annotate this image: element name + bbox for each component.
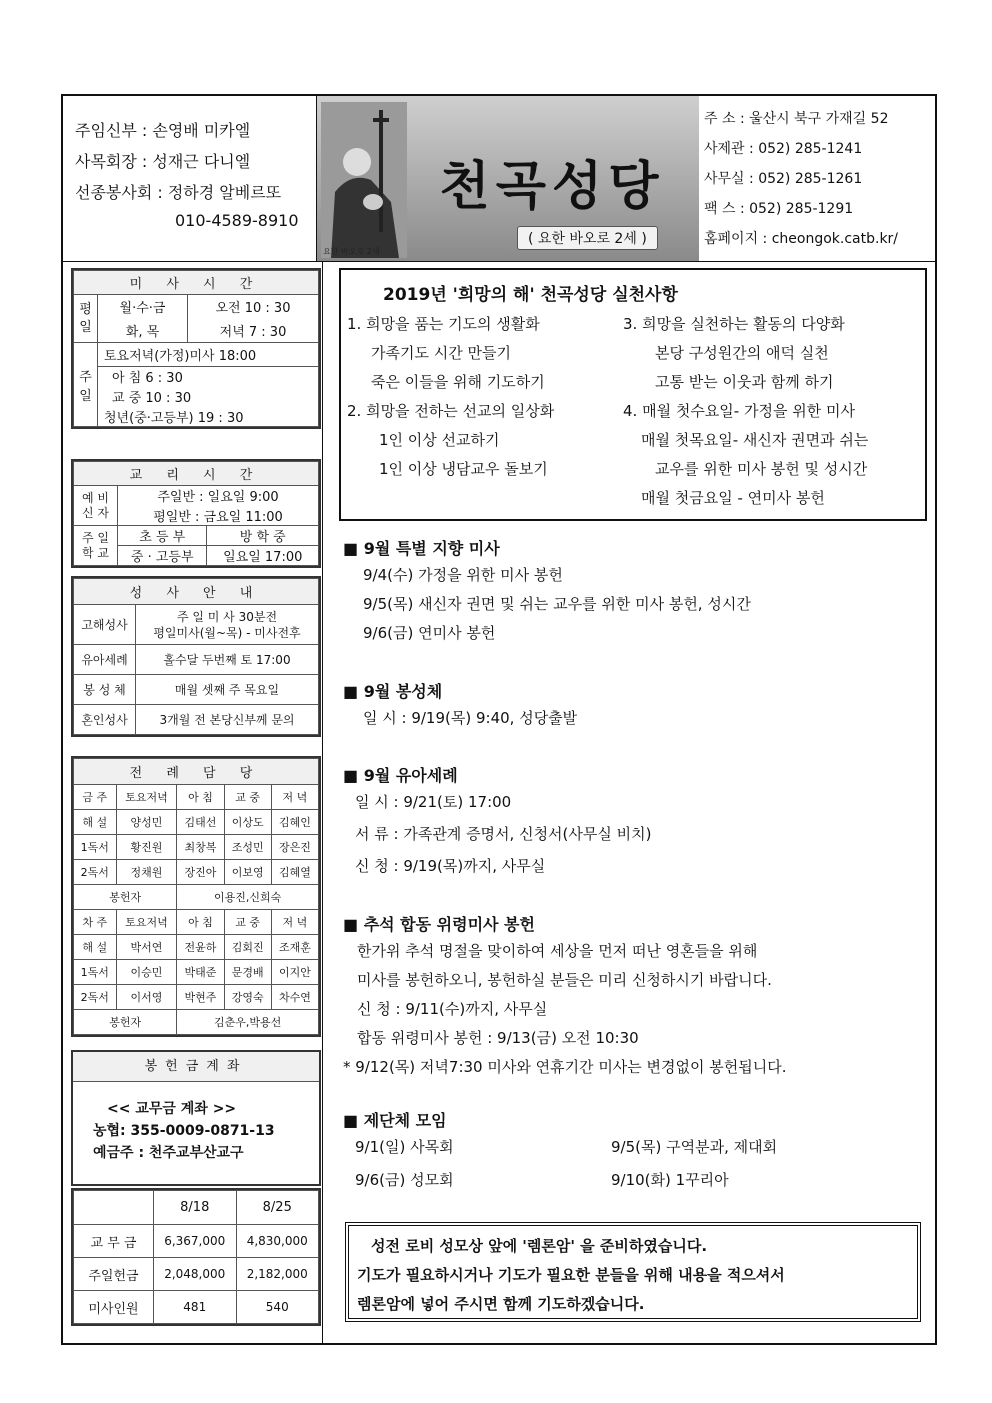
table-cell: 김혜인: [271, 810, 318, 835]
notice-box: [345, 1222, 921, 1322]
table-cell: 미사인원: [74, 1291, 154, 1324]
list-item: 신 청 : 9/11(수)까지, 사무실: [357, 1000, 548, 1018]
pastor: 주임신부 : 손영배 미카엘: [75, 121, 251, 140]
table-cell: 주일헌금: [74, 1258, 154, 1291]
marriage-label: 혼인성사: [74, 705, 136, 735]
table-cell: 이보영: [224, 860, 271, 885]
table-cell: 전윤하: [177, 935, 224, 960]
table-cell: 540: [236, 1291, 319, 1324]
practice-item: 매월 첫목요일- 새신자 권면과 쉬는: [641, 431, 869, 449]
table-cell: 이서영: [116, 985, 177, 1010]
weekday-time-1: 오전 10 : 30: [188, 295, 319, 319]
list-item: 9/5(목) 새신자 권면 및 쉬는 교우를 위한 미사 봉헌, 성시간: [363, 595, 751, 613]
table-cell: 2독서: [74, 860, 117, 885]
offerer-label: 봉헌자: [74, 1010, 177, 1035]
practice-item: 고통 받는 이웃과 함께 하기: [655, 373, 834, 391]
practice-box: [339, 268, 927, 521]
notice-line: 기도가 필요하시거나 기도가 필요한 분들을 위해 내용을 적으셔서: [357, 1266, 785, 1284]
practice-item: 3. 희망을 실천하는 활동의 다양화: [623, 315, 845, 333]
table-cell: 2독서: [74, 985, 117, 1010]
table-cell: 김태선: [177, 810, 224, 835]
table-row: [74, 1225, 319, 1258]
list-item: 9/6(금) 연미사 봉헌: [363, 624, 496, 642]
account-holder: 예금주 : 천주교부산교구: [93, 1145, 244, 1161]
table-cell: 강영숙: [224, 985, 271, 1010]
rectory-phone: 사제관 : 052) 285-1241: [704, 141, 863, 157]
table-cell: 박현주: [177, 985, 224, 1010]
table-cell: 교 중: [224, 785, 271, 810]
saturday-evening-mass: 토요저녁(가정)미사 18:00: [98, 343, 319, 367]
communion-section: [343, 679, 933, 736]
offerer-names: 이용진,신희숙: [177, 885, 319, 910]
table-cell: 김회진: [224, 935, 271, 960]
section-title: ■ 제단체 모임: [343, 1111, 447, 1130]
table-row: [74, 960, 319, 985]
list-item: 9/1(일) 사목회: [355, 1138, 454, 1156]
table-cell: 김혜열: [271, 860, 318, 885]
table-cell: 6,367,000: [154, 1225, 237, 1258]
table-cell: 교 무 금: [74, 1225, 154, 1258]
list-item: 합동 위령미사 봉헌 : 9/13(금) 오전 10:30: [357, 1029, 639, 1047]
table-row: [74, 885, 319, 910]
table-cell: 토요저녁: [116, 910, 177, 935]
table-row: [74, 860, 319, 885]
catechumen-sunday: 주일반 : 일요일 9:00: [118, 486, 319, 506]
evangelization-head: 선종봉사회 : 정하경 알베르또: [75, 183, 282, 202]
communion-label: 봉 성 체: [74, 675, 136, 705]
table-cell: 조성민: [224, 835, 271, 860]
patron-saint: ( 요한 바오로 2세 ): [517, 226, 658, 250]
offering-table: [71, 1188, 321, 1326]
confession-value: 주 일 미 사 30분전 평일미사(월~목) - 미사전후: [136, 605, 319, 645]
section-title: ■ 9월 특별 지향 미사: [343, 539, 500, 558]
account-title: 봉헌금계좌: [73, 1052, 319, 1082]
table-cell: 해 설: [74, 810, 117, 835]
sunday-mass-2: 교 중 10 : 30: [98, 387, 319, 407]
section-title: ■ 추석 합동 위령미사 봉헌: [343, 915, 535, 934]
staff-info: [63, 96, 317, 262]
table-cell: 481: [154, 1291, 237, 1324]
list-item: 서 류 : 가족관계 증명서, 신청서(사무실 비치): [355, 825, 652, 843]
table-cell: 문경배: [224, 960, 271, 985]
table-cell: 장진아: [177, 860, 224, 885]
table-cell: 2,182,000: [236, 1258, 319, 1291]
council-president: 사목회장 : 성재근 다니엘: [75, 152, 251, 171]
table-cell: 저 녁: [271, 910, 318, 935]
liturgy-week2-header: [74, 910, 319, 935]
mass-times-box: [71, 268, 321, 429]
table-cell: 박태준: [177, 960, 224, 985]
elementary-label: 초 등 부: [118, 526, 207, 546]
table-cell: 저 녁: [271, 785, 318, 810]
catechism-title: 교 리 시 간: [74, 462, 319, 486]
bulletin-frame: [61, 94, 937, 1345]
table-row: [74, 985, 319, 1010]
table-cell: 이지안: [271, 960, 318, 985]
table-cell: 박서연: [116, 935, 177, 960]
communion-value: 매월 셋째 주 목요일: [136, 675, 319, 705]
special-mass-section: [343, 536, 933, 651]
table-cell: 황진원: [116, 835, 177, 860]
mass-times-title: 미 사 시 간: [74, 271, 319, 295]
table-cell: 4,830,000: [236, 1225, 319, 1258]
sacraments-title: 성 사 안 내: [74, 579, 319, 605]
list-item: 9/10(화) 1꾸리아: [611, 1171, 729, 1189]
left-column: [63, 262, 323, 1345]
practice-item: 매월 첫금요일 - 연미사 봉헌: [641, 489, 825, 507]
evangelization-phone: 010-4589-8910: [175, 211, 299, 230]
middle-high-label: 중 · 고등부: [118, 546, 207, 566]
list-item: 한가위 추석 명절을 맞이하여 세상을 먼저 떠난 영혼들을 위해: [357, 942, 758, 960]
notice-line: 성전 로비 성모상 앞에 '렘론암' 을 준비하였습니다.: [371, 1237, 708, 1255]
sacraments-box: [71, 576, 321, 737]
contact-info: [699, 96, 937, 262]
confession-label: 고해성사: [74, 605, 136, 645]
table-cell: 조재훈: [271, 935, 318, 960]
account-number: 농협: 355-0009-0871-13: [93, 1123, 275, 1139]
table-cell: 장은진: [271, 835, 318, 860]
list-item: 일 시 : 9/21(토) 17:00: [355, 793, 512, 811]
infant-baptism-label: 유아세례: [74, 645, 136, 675]
sunday-mass-1: 아 침 6 : 30: [98, 367, 319, 387]
church-name: 천곡성당: [439, 156, 665, 217]
table-row: [74, 835, 319, 860]
chuseok-section: [343, 912, 933, 1085]
table-cell: 아 침: [177, 785, 224, 810]
table-cell: 2,048,000: [154, 1258, 237, 1291]
fax: 팩 스 : 052) 285-1291: [704, 201, 854, 217]
baptism-section: [343, 763, 933, 887]
practice-item: 1인 이상 선교하기: [379, 431, 500, 449]
table-cell: 1독서: [74, 960, 117, 985]
list-item: 9/4(수) 가정을 위한 미사 봉헌: [363, 566, 563, 584]
section-title: ■ 9월 봉성체: [343, 682, 443, 701]
weekday-time-2: 저녁 7 : 30: [188, 319, 319, 343]
practice-item: 2. 희망을 전하는 선교의 일상화: [347, 402, 555, 420]
table-cell: 이상도: [224, 810, 271, 835]
practice-item: 교우를 위한 미사 봉헌 및 성시간: [655, 460, 868, 478]
table-cell: [74, 1191, 154, 1225]
practice-item: 1. 희망을 품는 기도의 생활화: [347, 315, 540, 333]
practice-item: 본당 구성원간의 애덕 실천: [655, 344, 829, 362]
account-heading: << 교무금 계좌 >>: [107, 1101, 237, 1117]
offering-date-1: 8/18: [154, 1191, 237, 1225]
homepage: 홈페이지 : cheongok.catb.kr/: [704, 231, 899, 247]
table-cell: 1독서: [74, 835, 117, 860]
table-cell: 교 중: [224, 910, 271, 935]
table-cell: 금 주: [74, 785, 117, 810]
liturgy-week1-header: [74, 785, 319, 810]
table-cell: 이승민: [116, 960, 177, 985]
address: 주 소 : 울산시 북구 가재길 52: [704, 111, 889, 127]
weekday-label: 평일: [74, 295, 98, 343]
table-cell: 최창복: [177, 835, 224, 860]
practice-item: 가족기도 시간 만들기: [371, 344, 511, 362]
catechism-box: [71, 459, 321, 568]
table-cell: 아 침: [177, 910, 224, 935]
church-banner: [317, 96, 699, 262]
liturgy-title: 전 례 담 당: [74, 759, 319, 785]
weekday-days-1: 월·수·금: [98, 295, 188, 319]
section-title: ■ 9월 유아세례: [343, 766, 458, 785]
weekday-days-2: 화, 목: [98, 319, 188, 343]
marriage-value: 3개월 전 본당신부께 문의: [136, 705, 319, 735]
groups-section: [343, 1108, 933, 1202]
practice-item: 1인 이상 냉담교우 돌보기: [379, 460, 548, 478]
table-row: [74, 810, 319, 835]
list-item: 미사를 봉헌하오니, 봉헌하실 분들은 미리 신청하시기 바랍니다.: [357, 971, 772, 989]
table-cell: 해 설: [74, 935, 117, 960]
table-cell: 차 주: [74, 910, 117, 935]
notice-line: 렘론암에 넣어 주시면 함께 기도하겠습니다.: [357, 1295, 645, 1313]
list-item: 9/5(목) 구역분과, 제대회: [611, 1138, 778, 1156]
table-cell: 차수연: [271, 985, 318, 1010]
list-item: 9/6(금) 성모회: [355, 1171, 454, 1189]
table-cell: 양성민: [116, 810, 177, 835]
practice-item: 4. 매월 첫수요일- 가정을 위한 미사: [623, 402, 855, 420]
sunday-mass-3: 청년(중·고등부) 19 : 30: [98, 407, 319, 427]
middle-high-time: 일요일 17:00: [207, 546, 319, 566]
sunday-school-label: 주 일 학 교: [74, 526, 118, 566]
offerer-label: 봉헌자: [74, 885, 177, 910]
table-cell: 정채원: [116, 860, 177, 885]
practice-title: 2019년 '희망의 해' 천곡성당 실천사항: [383, 285, 678, 305]
photo-caption: 요한 바오로 2세: [323, 247, 380, 256]
account-box: [71, 1050, 321, 1186]
table-row: [74, 1258, 319, 1291]
pope-figure-image: [321, 102, 407, 258]
list-item: 신 청 : 9/19(목)까지, 사무실: [355, 857, 546, 875]
office-phone: 사무실 : 052) 285-1261: [704, 171, 863, 187]
table-cell: 토요저녁: [116, 785, 177, 810]
practice-item: 죽은 이들을 위해 기도하기: [371, 373, 545, 391]
list-item: 일 시 : 9/19(목) 9:40, 성당출발: [363, 709, 578, 727]
table-row: [74, 1010, 319, 1035]
table-row: [74, 1291, 319, 1324]
table-row: [74, 935, 319, 960]
catechumen-weekday: 평일반 : 금요일 11:00: [118, 506, 319, 526]
note: * 9/12(목) 저녁7:30 미사와 연휴기간 미사는 변경없이 봉헌됩니다.: [343, 1058, 787, 1076]
elementary-status: 방 학 중: [207, 526, 319, 546]
liturgy-box: [71, 756, 321, 1037]
sunday-label: 주일: [74, 343, 98, 427]
catechumen-label: 예 비 신 자: [74, 486, 118, 526]
offerer-names: 김춘우,박용선: [177, 1010, 319, 1035]
offering-date-2: 8/25: [236, 1191, 319, 1225]
infant-baptism-value: 홀수달 두번째 토 17:00: [136, 645, 319, 675]
